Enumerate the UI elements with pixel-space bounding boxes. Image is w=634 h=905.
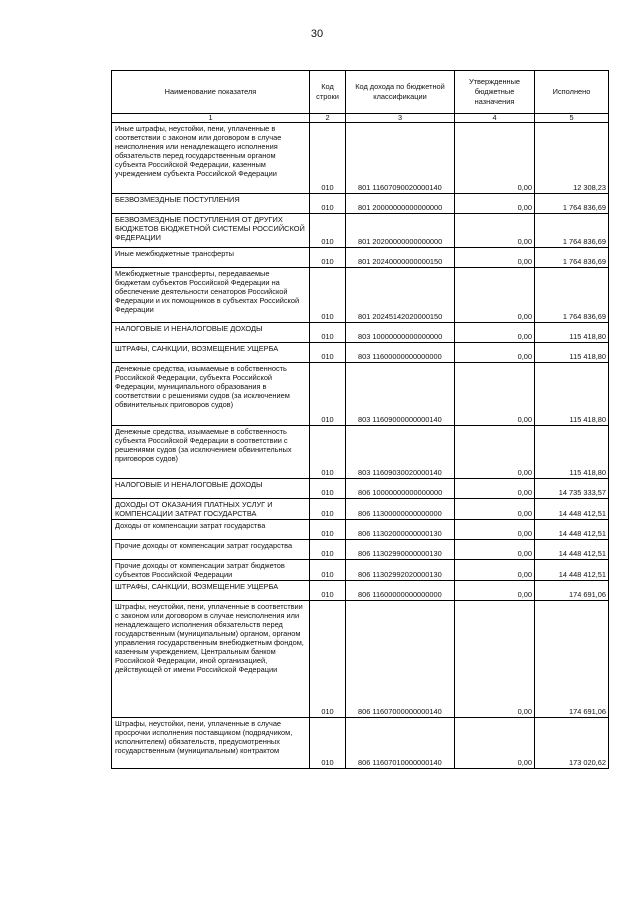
row-name: Денежные средства, изымаемые в собственность Российской Федерации, субъекта Российской Федерации, муниципального образования в соответствии с решениями судов (за исключением обвинительных приговоров судов)	[112, 363, 310, 426]
table-row	[112, 499, 609, 520]
row-income-code: 801 20200000000000000	[346, 214, 455, 248]
column-number: 3	[346, 114, 455, 123]
row-executed: 115 418,80	[535, 363, 609, 426]
row-line-code: 010	[310, 426, 346, 479]
row-income-code: 806 11302990000000130	[346, 540, 455, 560]
column-number: 1	[112, 114, 310, 123]
header-row	[112, 71, 609, 114]
header-line-code: Код строки	[310, 71, 346, 114]
row-approved: 0,00	[455, 343, 535, 363]
row-line-code: 010	[310, 718, 346, 769]
row-executed: 1 764 836,69	[535, 268, 609, 323]
row-approved: 0,00	[455, 601, 535, 718]
table-row	[112, 363, 609, 426]
row-executed: 12 308,23	[535, 123, 609, 194]
table-row	[112, 343, 609, 363]
column-number-row	[112, 114, 609, 123]
row-executed: 1 764 836,69	[535, 194, 609, 214]
row-approved: 0,00	[455, 560, 535, 581]
row-approved: 0,00	[455, 268, 535, 323]
column-number: 4	[455, 114, 535, 123]
row-name: ДОХОДЫ ОТ ОКАЗАНИЯ ПЛАТНЫХ УСЛУГ И КОМПЕНСАЦИИ ЗАТРАТ ГОСУДАРСТВА	[112, 499, 310, 520]
table-row	[112, 581, 609, 601]
row-name: Доходы от компенсации затрат государства	[112, 520, 310, 540]
row-executed: 14 735 333,57	[535, 479, 609, 499]
row-income-code: 806 11600000000000000	[346, 581, 455, 601]
row-executed: 115 418,80	[535, 343, 609, 363]
row-executed: 14 448 412,51	[535, 520, 609, 540]
row-approved: 0,00	[455, 479, 535, 499]
table-row	[112, 479, 609, 499]
row-name: Штрафы, неустойки, пени, уплаченные в случае просрочки исполнения поставщиком (подрядчиком, исполнителем) обязательств, предусмотренных государственным (муниципальным) контрактом	[112, 718, 310, 769]
row-executed: 115 418,80	[535, 426, 609, 479]
row-approved: 0,00	[455, 540, 535, 560]
row-name: Иные межбюджетные трансферты	[112, 248, 310, 268]
row-income-code: 806 11300000000000000	[346, 499, 455, 520]
row-income-code: 803 11609000000000140	[346, 363, 455, 426]
row-line-code: 010	[310, 194, 346, 214]
row-executed: 1 764 836,69	[535, 214, 609, 248]
row-line-code: 010	[310, 560, 346, 581]
table-row	[112, 248, 609, 268]
header-indicator-name: Наименование показателя	[112, 71, 310, 114]
row-executed: 1 764 836,69	[535, 248, 609, 268]
table-row	[112, 560, 609, 581]
row-approved: 0,00	[455, 718, 535, 769]
row-line-code: 010	[310, 520, 346, 540]
table-row	[112, 718, 609, 769]
row-executed: 174 691,06	[535, 581, 609, 601]
table-row	[112, 520, 609, 540]
row-name: Иные штрафы, неустойки, пени, уплаченные в соответствии с законом или договором в случае неисполнения или ненадлежащего исполнения обязательств перед государственным органом субъекта Российской Федерации, казенным учреждением субъекта Российской Федерации	[112, 123, 310, 194]
table-row	[112, 268, 609, 323]
row-income-code: 801 11607090020000140	[346, 123, 455, 194]
row-approved: 0,00	[455, 123, 535, 194]
row-income-code: 801 20000000000000000	[346, 194, 455, 214]
row-approved: 0,00	[455, 426, 535, 479]
column-number: 5	[535, 114, 609, 123]
row-income-code: 806 11607010000000140	[346, 718, 455, 769]
row-name: ШТРАФЫ, САНКЦИИ, ВОЗМЕЩЕНИЕ УЩЕРБА	[112, 581, 310, 601]
row-line-code: 010	[310, 323, 346, 343]
table-row	[112, 194, 609, 214]
row-name: Межбюджетные трансферты, передаваемые бюджетам субъектов Российской Федерации на обеспечение деятельности сенаторов Российской Федерации и их помощников в субъектах Российской Федерации	[112, 268, 310, 323]
row-name: Денежные средства, изымаемые в собственность субъекта Российской Федерации в соответствии с решениями судов (за исключением обвинительных приговоров судов)	[112, 426, 310, 479]
header-approved: Утвержденные бюджетные назначения	[455, 71, 535, 114]
row-approved: 0,00	[455, 248, 535, 268]
row-approved: 0,00	[455, 581, 535, 601]
header-income-code: Код дохода по бюджетной классификации	[346, 71, 455, 114]
row-line-code: 010	[310, 581, 346, 601]
table-row	[112, 426, 609, 479]
row-income-code: 806 10000000000000000	[346, 479, 455, 499]
row-name: Прочие доходы от компенсации затрат государства	[112, 540, 310, 560]
row-income-code: 803 10000000000000000	[346, 323, 455, 343]
row-name: Штрафы, неустойки, пени, уплаченные в соответствии с законом или договором в случае неисполнения или ненадлежащего исполнения обязательств перед государственным (муниципальным) органом, органом управления государственным внебюджетным фондом, казенным учреждением, Центральным банком Российской Федерации, иной организацией, действующей от имени Российской Федерации	[112, 601, 310, 718]
row-name: БЕЗВОЗМЕЗДНЫЕ ПОСТУПЛЕНИЯ	[112, 194, 310, 214]
row-name: НАЛОГОВЫЕ И НЕНАЛОГОВЫЕ ДОХОДЫ	[112, 479, 310, 499]
row-line-code: 010	[310, 499, 346, 520]
row-executed: 14 448 412,51	[535, 540, 609, 560]
row-line-code: 010	[310, 248, 346, 268]
budget-execution-table	[111, 70, 609, 769]
row-line-code: 010	[310, 601, 346, 718]
row-line-code: 010	[310, 479, 346, 499]
column-number: 2	[310, 114, 346, 123]
row-income-code: 801 20245142020000150	[346, 268, 455, 323]
row-approved: 0,00	[455, 363, 535, 426]
table-row	[112, 323, 609, 343]
row-approved: 0,00	[455, 214, 535, 248]
row-line-code: 010	[310, 268, 346, 323]
row-name: ШТРАФЫ, САНКЦИИ, ВОЗМЕЩЕНИЕ УЩЕРБА	[112, 343, 310, 363]
page-number: 30	[310, 28, 324, 40]
row-line-code: 010	[310, 363, 346, 426]
row-executed: 173 020,62	[535, 718, 609, 769]
row-income-code: 803 11600000000000000	[346, 343, 455, 363]
row-approved: 0,00	[455, 323, 535, 343]
row-name: НАЛОГОВЫЕ И НЕНАЛОГОВЫЕ ДОХОДЫ	[112, 323, 310, 343]
row-income-code: 801 20240000000000150	[346, 248, 455, 268]
row-line-code: 010	[310, 343, 346, 363]
row-income-code: 806 11302000000000130	[346, 520, 455, 540]
row-income-code: 806 11302992020000130	[346, 560, 455, 581]
table-row	[112, 214, 609, 248]
row-line-code: 010	[310, 214, 346, 248]
table-row	[112, 540, 609, 560]
row-executed: 14 448 412,51	[535, 499, 609, 520]
row-approved: 0,00	[455, 194, 535, 214]
row-line-code: 010	[310, 123, 346, 194]
table-row	[112, 123, 609, 194]
row-approved: 0,00	[455, 520, 535, 540]
row-executed: 14 448 412,51	[535, 560, 609, 581]
row-income-code: 803 11609030020000140	[346, 426, 455, 479]
row-line-code: 010	[310, 540, 346, 560]
row-income-code: 806 11607000000000140	[346, 601, 455, 718]
row-executed: 174 691,06	[535, 601, 609, 718]
header-executed: Исполнено	[535, 71, 609, 114]
table-row	[112, 601, 609, 718]
row-name: Прочие доходы от компенсации затрат бюджетов субъектов Российской Федерации	[112, 560, 310, 581]
row-executed: 115 418,80	[535, 323, 609, 343]
row-approved: 0,00	[455, 499, 535, 520]
row-name: БЕЗВОЗМЕЗДНЫЕ ПОСТУПЛЕНИЯ ОТ ДРУГИХ БЮДЖЕТОВ БЮДЖЕТНОЙ СИСТЕМЫ РОССИЙСКОЙ ФЕДЕРАЦИИ	[112, 214, 310, 248]
